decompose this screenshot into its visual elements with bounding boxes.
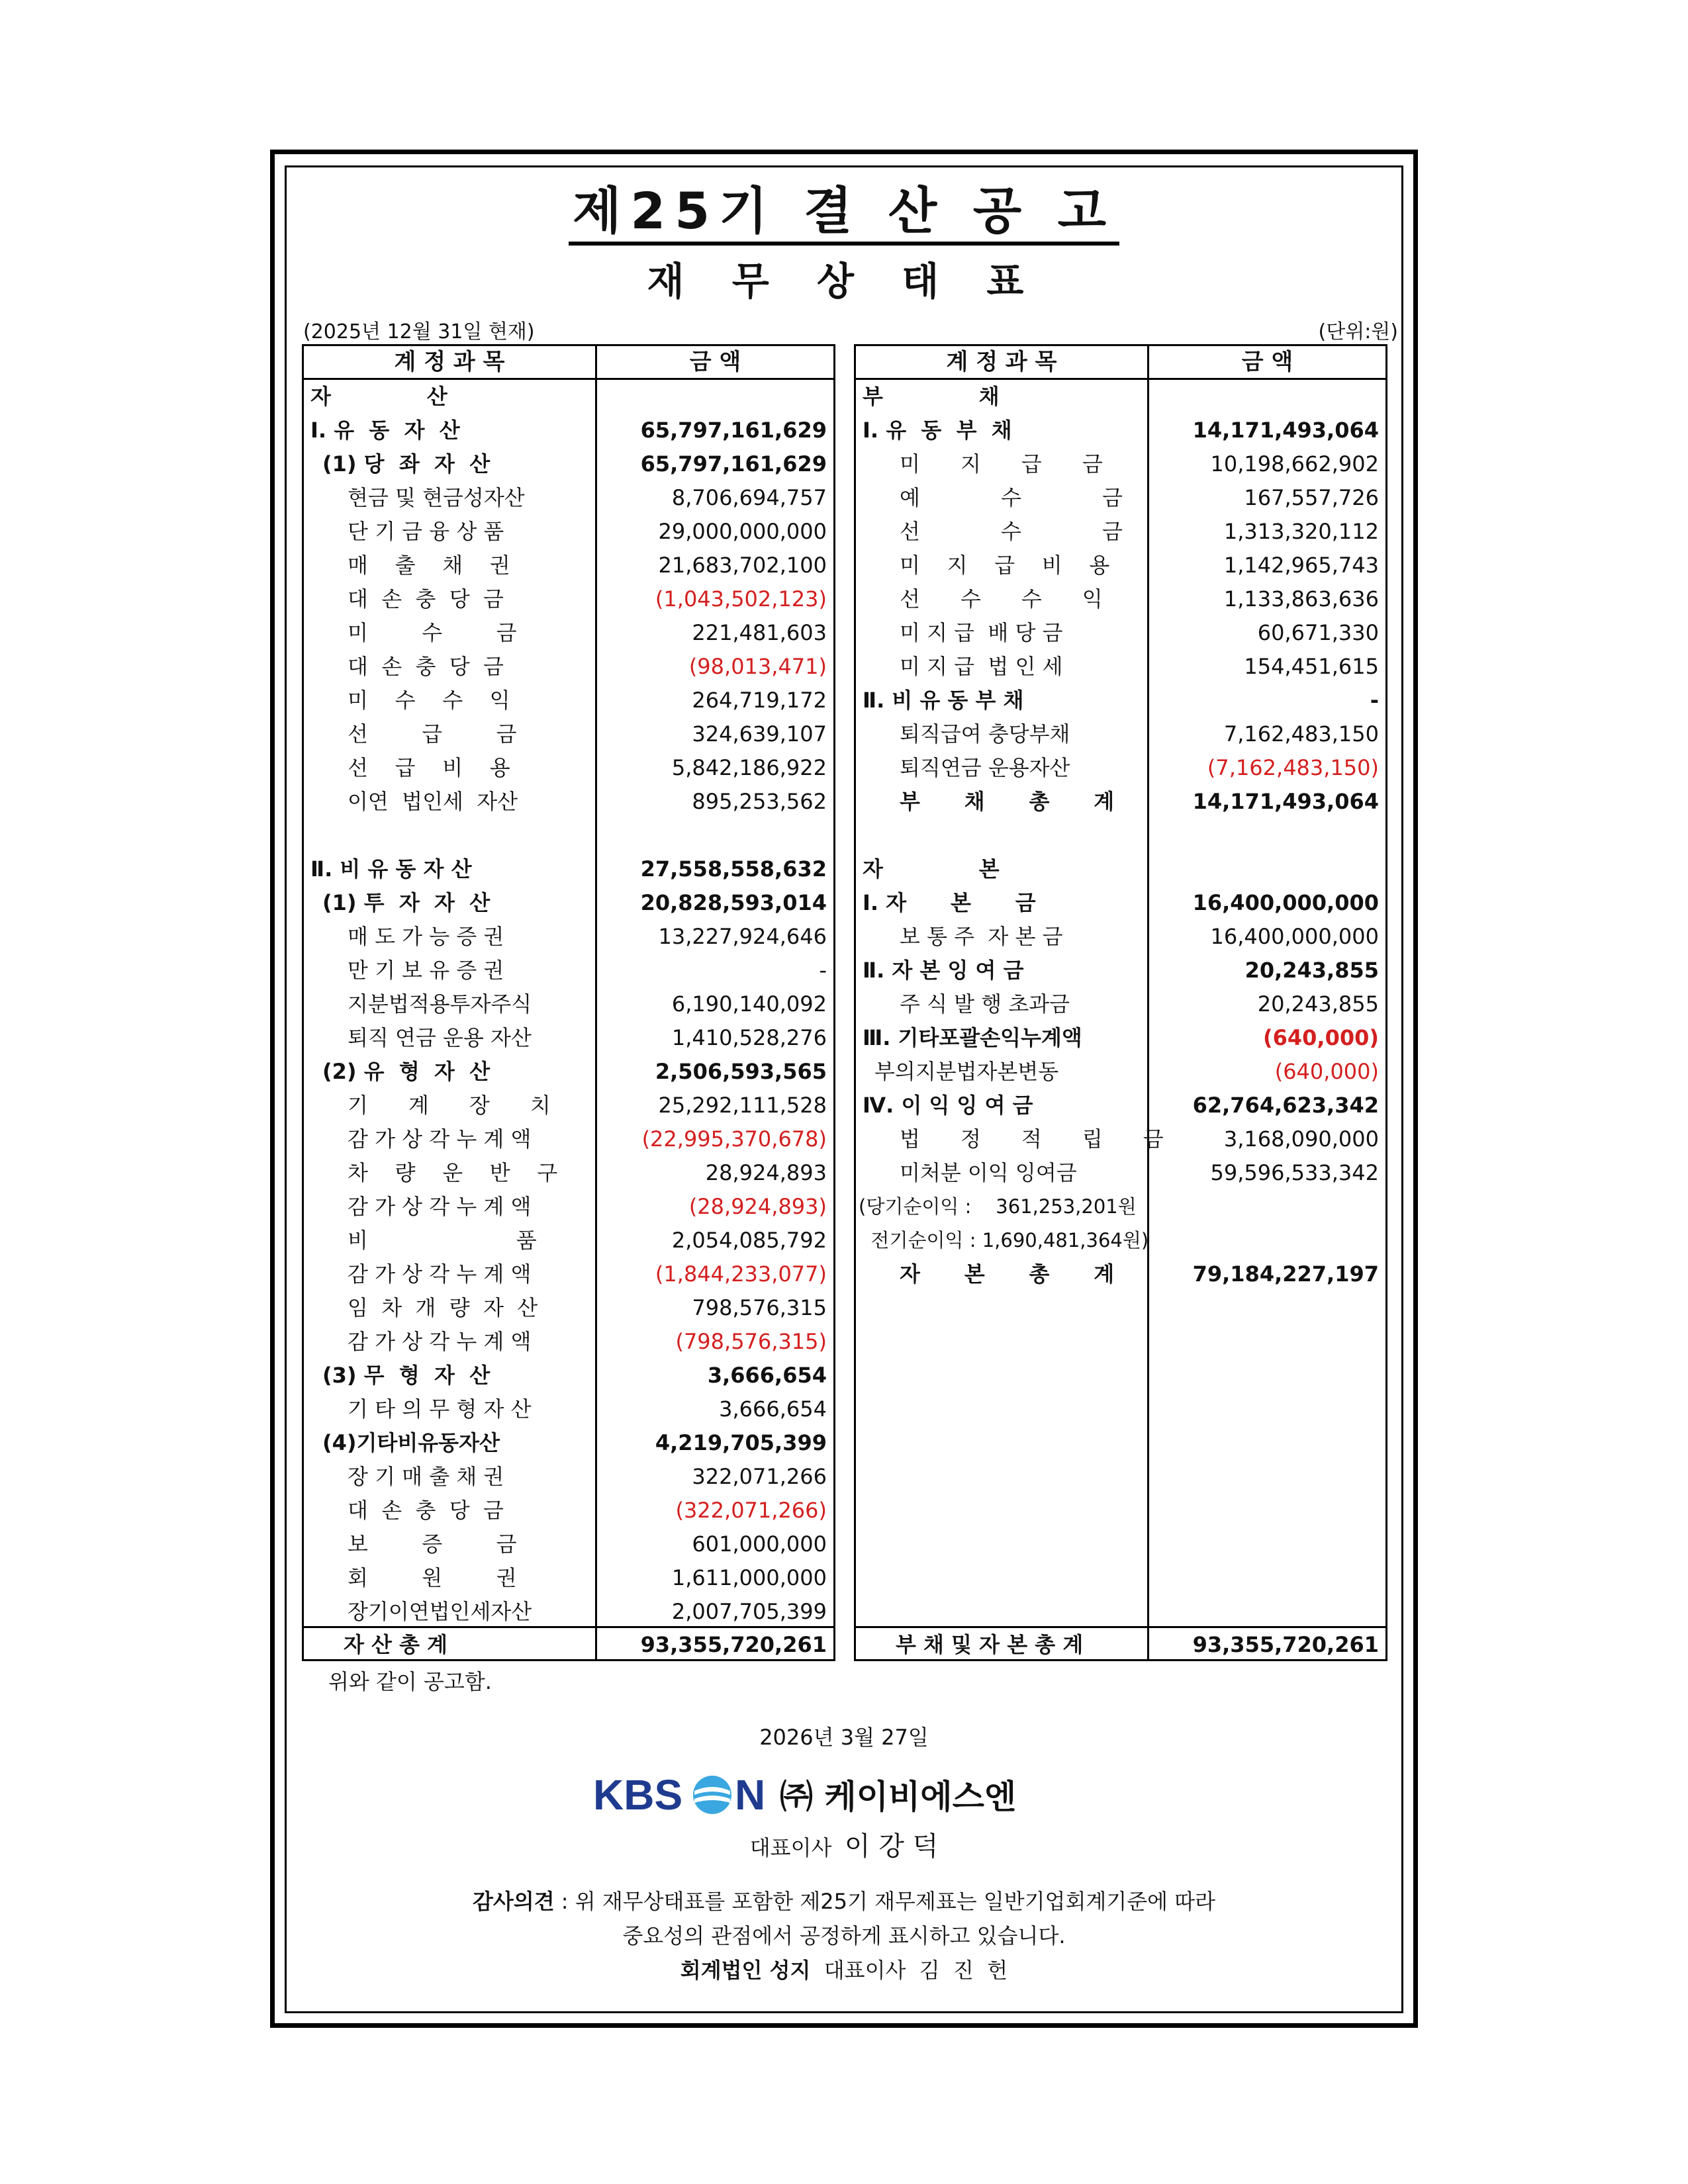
account-label: 자 본 총 계 (900, 1261, 1115, 1287)
account-amount: 27,558,558,632 (640, 856, 827, 882)
table-row (856, 1190, 1385, 1224)
table-row (856, 1055, 1385, 1089)
table-row (304, 886, 833, 920)
account-amount: 324,639,107 (692, 721, 827, 747)
account-label: Ⅳ. 이 익 잉 여 금 (863, 1093, 1033, 1118)
table-row (856, 954, 1385, 987)
account-label: 미 지 급 금 (900, 451, 1103, 477)
logo-text-n: N (735, 1771, 766, 1819)
account-amount: (1,844,233,077) (655, 1261, 827, 1287)
audit-firm-rep: 대표이사 김 진 헌 (810, 1958, 1008, 1983)
account-amount: (1,043,502,123) (655, 586, 827, 612)
account-amount: 6,190,140,092 (671, 991, 827, 1017)
account-label: (2) 유 형 자 산 (322, 1059, 491, 1084)
account-amount: - (819, 958, 827, 983)
table-row (856, 582, 1385, 616)
account-amount: (28,924,893) (688, 1194, 827, 1219)
account-label: (당기순이익 : 361,253,201원 (859, 1195, 1137, 1218)
table-row (856, 751, 1385, 785)
account-amount: 2,054,085,792 (671, 1228, 827, 1253)
table-row (304, 650, 833, 684)
account-label: 차 량 운 반 구 (348, 1160, 558, 1185)
account-label: 대 손 충 당 금 (348, 654, 504, 679)
account-label: 부의지분법자본변동 (874, 1059, 1059, 1084)
account-amount: 1,611,000,000 (671, 1565, 827, 1590)
account-amount: 7,162,483,150 (1223, 721, 1379, 747)
rep-name: 이 강 덕 (844, 1831, 939, 1862)
logo-circle (693, 1776, 731, 1814)
account-label: 선 수 수 익 (900, 586, 1103, 612)
table-row (304, 515, 833, 549)
table-row (304, 1190, 833, 1224)
account-label: 감 가 상 각 누 계 액 (348, 1194, 532, 1219)
company-logo (593, 1768, 1096, 1821)
table-row (304, 1156, 833, 1190)
table-row (304, 785, 833, 819)
table-row (304, 1460, 833, 1494)
unit-label: (단위:원) (1318, 320, 1398, 343)
account-amount: - (1370, 688, 1379, 713)
account-amount: 10,198,662,902 (1210, 451, 1379, 477)
total-label: 자 산 총 계 (344, 1632, 448, 1657)
account-label: Ⅱ. 비 유 동 자 산 (310, 856, 472, 882)
account-amount: 3,666,654 (719, 1396, 827, 1422)
account-amount: 20,243,855 (1257, 991, 1379, 1017)
table-row (856, 717, 1385, 751)
report-date: (2025년 12월 31일 현재) (303, 320, 535, 343)
account-label: 미 지 급 배 당 금 (900, 620, 1063, 645)
account-amount: 322,071,266 (692, 1464, 827, 1489)
account-amount: 28,924,893 (705, 1160, 827, 1185)
rep-title: 대표이사 (749, 1835, 832, 1860)
account-amount: 1,133,863,636 (1223, 586, 1379, 612)
audit-opinion-line-1 (0, 1885, 1688, 1915)
table-row (304, 582, 833, 616)
account-label: 매 도 가 능 증 권 (348, 924, 504, 949)
table-row (856, 481, 1385, 515)
table-row (856, 819, 1385, 852)
table-row (856, 650, 1385, 684)
table-row (856, 785, 1385, 819)
account-amount: 1,142,965,743 (1223, 553, 1379, 578)
account-amount: 2,506,593,565 (655, 1059, 827, 1084)
account-amount: 601,000,000 (692, 1531, 827, 1557)
account-label: 이연 법인세 자산 (348, 789, 518, 814)
audit-firm-line (0, 1954, 1688, 1984)
account-amount: 21,683,702,100 (658, 553, 827, 578)
account-amount: 264,719,172 (692, 688, 827, 713)
account-label: 주 식 발 행 초과금 (900, 991, 1070, 1017)
table-row (856, 1089, 1385, 1122)
table-row (304, 414, 833, 447)
account-label: (3) 무 형 자 산 (322, 1363, 491, 1388)
account-label: 미 수 수 익 (348, 688, 510, 713)
table-row (856, 1156, 1385, 1190)
amount-header: 금 액 (1241, 349, 1293, 375)
table-row (856, 684, 1385, 717)
account-amount: 65,797,161,629 (640, 451, 827, 477)
table-row (304, 920, 833, 954)
table-row (304, 616, 833, 650)
account-label: 미 수 금 (348, 620, 517, 645)
table-row (304, 1122, 833, 1156)
table-row (856, 515, 1385, 549)
account-amount: 79,184,227,197 (1192, 1261, 1379, 1287)
table-row (304, 1494, 833, 1527)
account-amount: 62,764,623,342 (1192, 1093, 1379, 1118)
table-row (304, 852, 833, 886)
account-header: 계 정 과 목 (394, 349, 505, 375)
audit-text-1: : 위 재무상태표를 포함한 제25기 재무제표는 일반기업회계기준에 따라 (554, 1889, 1216, 1914)
audit-opinion-line-2: 중요성의 관점에서 공정하게 표시하고 있습니다. (622, 1923, 1066, 1948)
account-label: 단 기 금 융 상 품 (348, 519, 504, 544)
account-amount: 20,828,593,014 (640, 890, 827, 915)
account-amount: (798,576,315) (675, 1329, 827, 1354)
audit-firm: 회계법인 성지 (680, 1958, 811, 1983)
account-amount: 59,596,533,342 (1210, 1160, 1379, 1185)
account-amount: 1,313,320,112 (1223, 519, 1379, 544)
account-label: 회 원 권 (348, 1565, 517, 1590)
account-label: 자 본 (863, 856, 1000, 882)
page-title (0, 171, 1688, 243)
account-amount: 60,671,330 (1257, 620, 1379, 645)
account-amount: 3,168,090,000 (1223, 1126, 1379, 1152)
account-label: 현금 및 현금성자산 (348, 485, 525, 510)
account-label: 선 급 비 용 (348, 755, 510, 780)
account-amount: 25,292,111,528 (658, 1093, 827, 1118)
title-text: 제25기 결 산 공 고 (569, 181, 1119, 246)
account-label: 장 기 매 출 채 권 (348, 1464, 504, 1489)
audit-label: 감사의견 (472, 1889, 555, 1914)
account-label: 부 채 (863, 384, 1000, 409)
account-amount: 798,576,315 (692, 1295, 827, 1320)
account-amount: 154,451,615 (1244, 654, 1379, 679)
account-amount: 13,227,924,646 (658, 924, 827, 949)
account-amount: (640,000) (1263, 1025, 1379, 1050)
account-label: 자 산 (310, 384, 447, 409)
table-row (304, 1257, 833, 1291)
account-label: 임 차 개 량 자 산 (348, 1295, 538, 1320)
amount-header: 금 액 (689, 349, 741, 375)
liabilities-equity-table (854, 344, 1387, 1661)
table-row (304, 1089, 833, 1122)
account-label: 미 지 급 비 용 (900, 553, 1110, 578)
table-row (856, 549, 1385, 582)
account-label: 장기이연법인세자산 (348, 1599, 532, 1624)
representative (0, 1825, 1688, 1863)
table-row (856, 1122, 1385, 1156)
account-amount: 4,219,705,399 (655, 1430, 827, 1455)
table-row (304, 1325, 833, 1359)
table-row (304, 1224, 833, 1257)
account-label: 감 가 상 각 누 계 액 (348, 1261, 532, 1287)
account-label: 만 기 보 유 증 권 (348, 958, 504, 983)
account-amount: 167,557,726 (1244, 485, 1379, 510)
liabilities-equity-total-row (856, 1628, 1385, 1662)
account-label: 예 수 금 (900, 485, 1123, 510)
account-amount: 29,000,000,000 (658, 519, 827, 544)
table-row (856, 920, 1385, 954)
table-row (856, 1021, 1385, 1055)
account-label: 퇴직 연금 운용 자산 (348, 1025, 532, 1050)
table-row (304, 1021, 833, 1055)
table-row (304, 1359, 833, 1392)
account-amount: 221,481,603 (692, 620, 827, 645)
table-row (856, 852, 1385, 886)
account-amount: 16,400,000,000 (1192, 890, 1379, 915)
account-label: Ⅱ. 비 유 동 부 채 (863, 688, 1024, 713)
account-amount: 20,243,855 (1244, 958, 1379, 983)
account-amount: 2,007,705,399 (671, 1599, 827, 1624)
table-row (856, 447, 1385, 481)
table-row (304, 447, 833, 481)
account-amount: 16,400,000,000 (1210, 924, 1379, 949)
account-label: 지분법적용투자주식 (348, 991, 532, 1017)
account-header: 계 정 과 목 (946, 349, 1057, 375)
account-label: Ⅱ. 자 본 잉 여 금 (863, 958, 1024, 983)
table-row (304, 1561, 833, 1595)
account-label: 미 지 급 법 인 세 (900, 654, 1063, 679)
account-label: 선 수 금 (900, 519, 1123, 544)
account-label: (1) 당 좌 자 산 (322, 451, 491, 477)
announce-text: 위와 같이 공고함. (328, 1669, 492, 1694)
account-label: (1) 투 자 자 산 (322, 890, 491, 915)
table-row (304, 819, 833, 852)
account-label: Ⅰ. 유 동 자 산 (310, 418, 460, 443)
account-label: 기 타 의 무 형 자 산 (348, 1396, 532, 1422)
total-label: 부 채 및 자 본 총 계 (896, 1632, 1084, 1657)
table-row (304, 717, 833, 751)
kbsn-logo-icon (593, 1768, 1096, 1821)
account-amount: 14,171,493,064 (1192, 789, 1379, 814)
table-row (856, 380, 1385, 414)
account-label: 대 손 충 당 금 (348, 1498, 504, 1523)
table-row (304, 1527, 833, 1561)
account-amount: (7,162,483,150) (1207, 755, 1379, 780)
table-row (856, 414, 1385, 447)
account-label: 대 손 충 당 금 (348, 586, 504, 612)
account-label: 기 계 장 치 (348, 1093, 551, 1118)
table-row (856, 987, 1385, 1021)
table-row (304, 751, 833, 785)
table-row (856, 616, 1385, 650)
account-label: Ⅲ. 기타포괄손익누계액 (863, 1025, 1082, 1050)
account-label: 감 가 상 각 누 계 액 (348, 1126, 532, 1152)
issue-date: 2026년 3월 27일 (759, 1725, 929, 1750)
table-row (304, 1055, 833, 1089)
table-row (304, 684, 833, 717)
company-name: ㈜ 케이비에스엔 (780, 1778, 1017, 1816)
table-row (856, 1224, 1385, 1257)
account-amount: 65,797,161,629 (640, 418, 827, 443)
account-amount: 8,706,694,757 (671, 485, 827, 510)
assets-total-row (304, 1628, 833, 1662)
account-label: (4)기타비유동자산 (322, 1430, 500, 1455)
account-label: Ⅰ. 자 본 금 (863, 890, 1036, 915)
account-amount: (640,000) (1274, 1059, 1379, 1084)
table-row (304, 954, 833, 987)
account-label: 미처분 이익 잉여금 (900, 1160, 1077, 1185)
total-amount: 93,355,720,261 (640, 1632, 827, 1657)
account-amount: 14,171,493,064 (1192, 418, 1379, 443)
account-label: 선 급 금 (348, 721, 517, 747)
table-row (304, 481, 833, 515)
account-label: 퇴직연금 운용자산 (900, 755, 1070, 780)
account-label: 부 채 총 계 (900, 789, 1115, 814)
account-amount: (22,995,370,678) (641, 1126, 827, 1152)
account-label: 보 통 주 자 본 금 (900, 924, 1063, 949)
page-subtitle: 재 무 상 태 표 (647, 259, 1041, 304)
account-label: 보 증 금 (348, 1531, 517, 1557)
assets-table (302, 344, 835, 1661)
table-row (304, 1291, 833, 1325)
table-row (304, 987, 833, 1021)
logo-text-kbs: KBS (593, 1771, 683, 1819)
account-amount: 3,666,654 (707, 1363, 827, 1388)
account-amount: (322,071,266) (675, 1498, 827, 1523)
account-label: 감 가 상 각 누 계 액 (348, 1329, 532, 1354)
table-row (856, 1257, 1385, 1291)
table-row (304, 1392, 833, 1426)
table-row (856, 886, 1385, 920)
account-label: 비 품 (348, 1228, 537, 1253)
account-label: 법 정 적 립 금 (900, 1126, 1164, 1152)
table-row (304, 1426, 833, 1460)
account-amount: (98,013,471) (688, 654, 827, 679)
account-label: 전기순이익 : 1,690,481,364원) (859, 1229, 1149, 1251)
table-row (304, 1595, 833, 1629)
table-row (304, 549, 833, 582)
account-amount: 1,410,528,276 (671, 1025, 827, 1050)
total-amount: 93,355,720,261 (1192, 1632, 1379, 1657)
table-row (304, 380, 833, 414)
account-label: Ⅰ. 유 동 부 채 (863, 418, 1012, 443)
account-amount: 5,842,186,922 (671, 755, 827, 780)
account-label: 퇴직급여 충당부채 (900, 721, 1070, 747)
account-label: 매 출 채 권 (348, 553, 510, 578)
account-amount: 895,253,562 (692, 789, 827, 814)
